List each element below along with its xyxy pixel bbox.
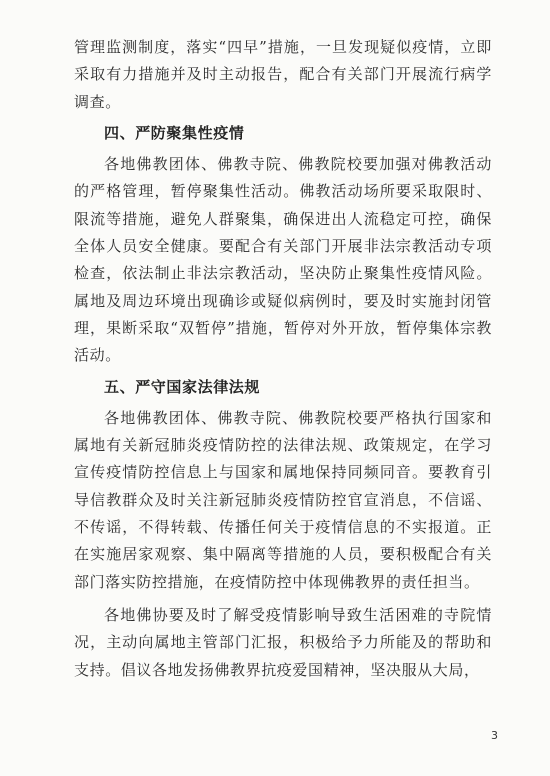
paragraph-laws: 各地佛教团体、佛教寺院、佛教院校要严格执行国家和属地有关新冠肺炎疫情防控的法律法规、政策规定，在学习宣传疫情防控信息上与国家和属地保持同频同音。要教育引导信教群众及时关注新冠肺炎疫情防控官宣消息，不信谣、不传谣，不得转载、传播任何关于疫情信息的不实报道。正在实施居家观察、集中隔离等措施的人员，要积极配合有关部门落实防控措施，在疫情防控中体现佛教界的责任担当。 (74, 408, 492, 591)
paragraph-continued: 管理监测制度，落实“四早”措施，一旦发现疑似疫情，立即采取有力措施并及时主动报告，配合有关部门开展流行病学调查。 (74, 38, 492, 111)
section-heading-4: 四、严防聚集性疫情 (104, 123, 245, 142)
paragraph-support: 各地佛协要及时了解受疫情影响导致生活困难的寺院情况，主动向属地主管部门汇报，积极给予力所能及的帮助和支持。倡议各地发扬佛教界抗疫爱国精神，坚决服从大局， (74, 605, 492, 679)
page-number: 3 (491, 729, 498, 742)
section-heading-5: 五、严守国家法律法规 (104, 377, 261, 396)
paragraph-gathering: 各地佛教团体、佛教寺院、佛教院校要加强对佛教活动的严格管理，暂停聚集性活动。佛教活动场所要采取限时、限流等措施，避免人群聚集，确保进出人流稳定可控，确保全体人员安全健康。要配合有关部门开展非法宗教活动专项检查，依法制止非法宗教活动，坚决防止聚集性疫情风险。属地及周边环境出现确诊或疑似病例时，要及时实施封闭管理，果断采取“双暂停”措施，暂停对外开放，暂停集体宗教活动。 (74, 155, 492, 365)
